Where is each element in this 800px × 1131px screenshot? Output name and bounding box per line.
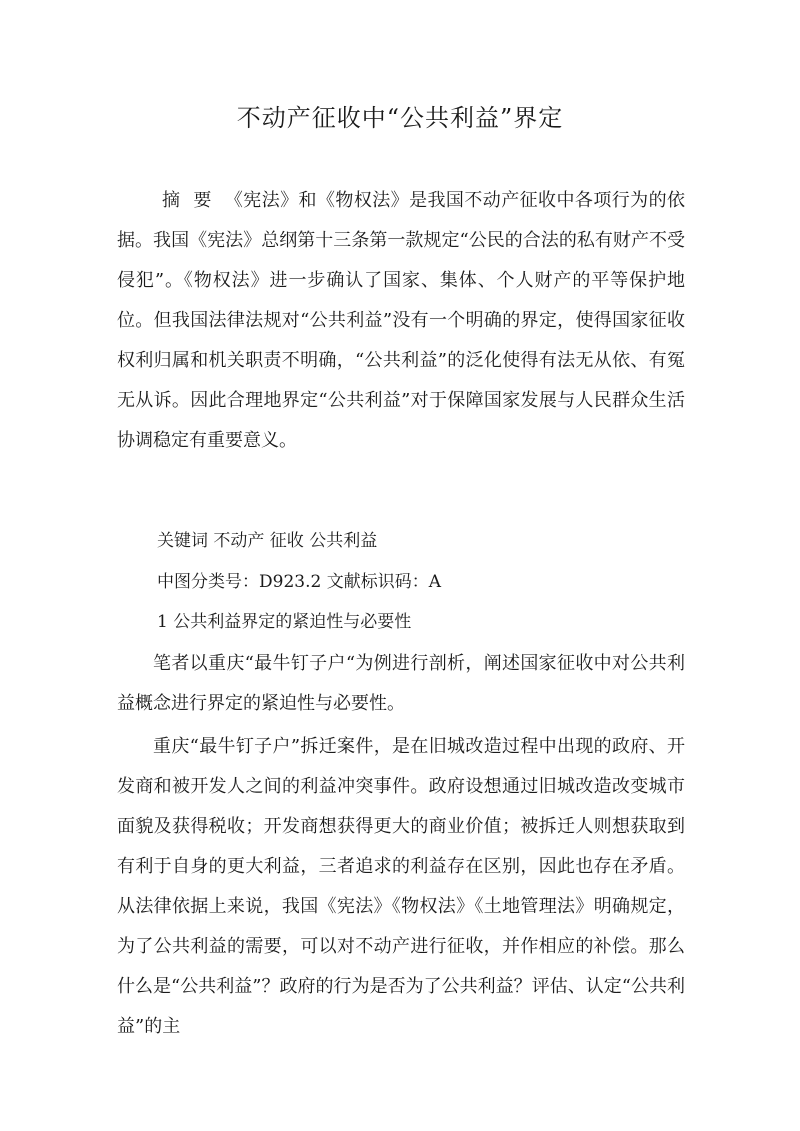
body-paragraph-2: 重庆“最牛钉子户”拆迁案件，是在旧城改造过程中出现的政府、开发商和被开发人之间的利益冲突事件。政府设想通过旧城改造改变城市面貌及获得税收；开发商想获得更大的商业价值；被拆迁人则想获取到有利于自身的更大利益，三者追求的利益存在区别，因此也存在矛盾。从法律依据上来说，我国《宪法》《物权法》《土地管理法》明确规定，为了公共利益的需要，可以对不动产进行征收，并作相应的补偿。那么什么是“公共利益”？政府的行为是否为了公共利益？评估、认定“公共利益”的主 (117, 736, 685, 1037)
keywords-line: 关键词 不动产 征收 公共利益 (157, 531, 378, 551)
classification-line: 中图分类号：D923.2 文献标识码：A (157, 572, 441, 592)
section-heading: 1 公共利益界定的紧迫性与必要性 (157, 612, 412, 632)
abstract-text: 《宪法》和《物权法》是我国不动产征收中各项行为的依据。我国《宪法》总纲第十三条第一款规定“公民的合法的私有财产不受侵犯”。《物权法》进一步确认了国家、集体、个人财产的平等保护地位。但我国法律法规对“公共利益”没有一个明确的界定，使得国家征收权利归属和机关职责不明确，“公共利益”的泛化使得有法无从依、有冤无从诉。因此合理地界定“公共利益”对于保障国家发展与人民群众生活协调稳定有重要意义。 (117, 190, 686, 451)
body-paragraph-1: 笔者以重庆“最牛钉子户“为例进行剖析，阐述国家征收中对公共利益概念进行界定的紧迫性与必要性。 (117, 653, 685, 714)
document-title: 不动产征收中“公共利益”界定 (236, 104, 564, 132)
abstract-paragraph (117, 181, 685, 461)
abstract-label: 摘要 (162, 190, 225, 211)
